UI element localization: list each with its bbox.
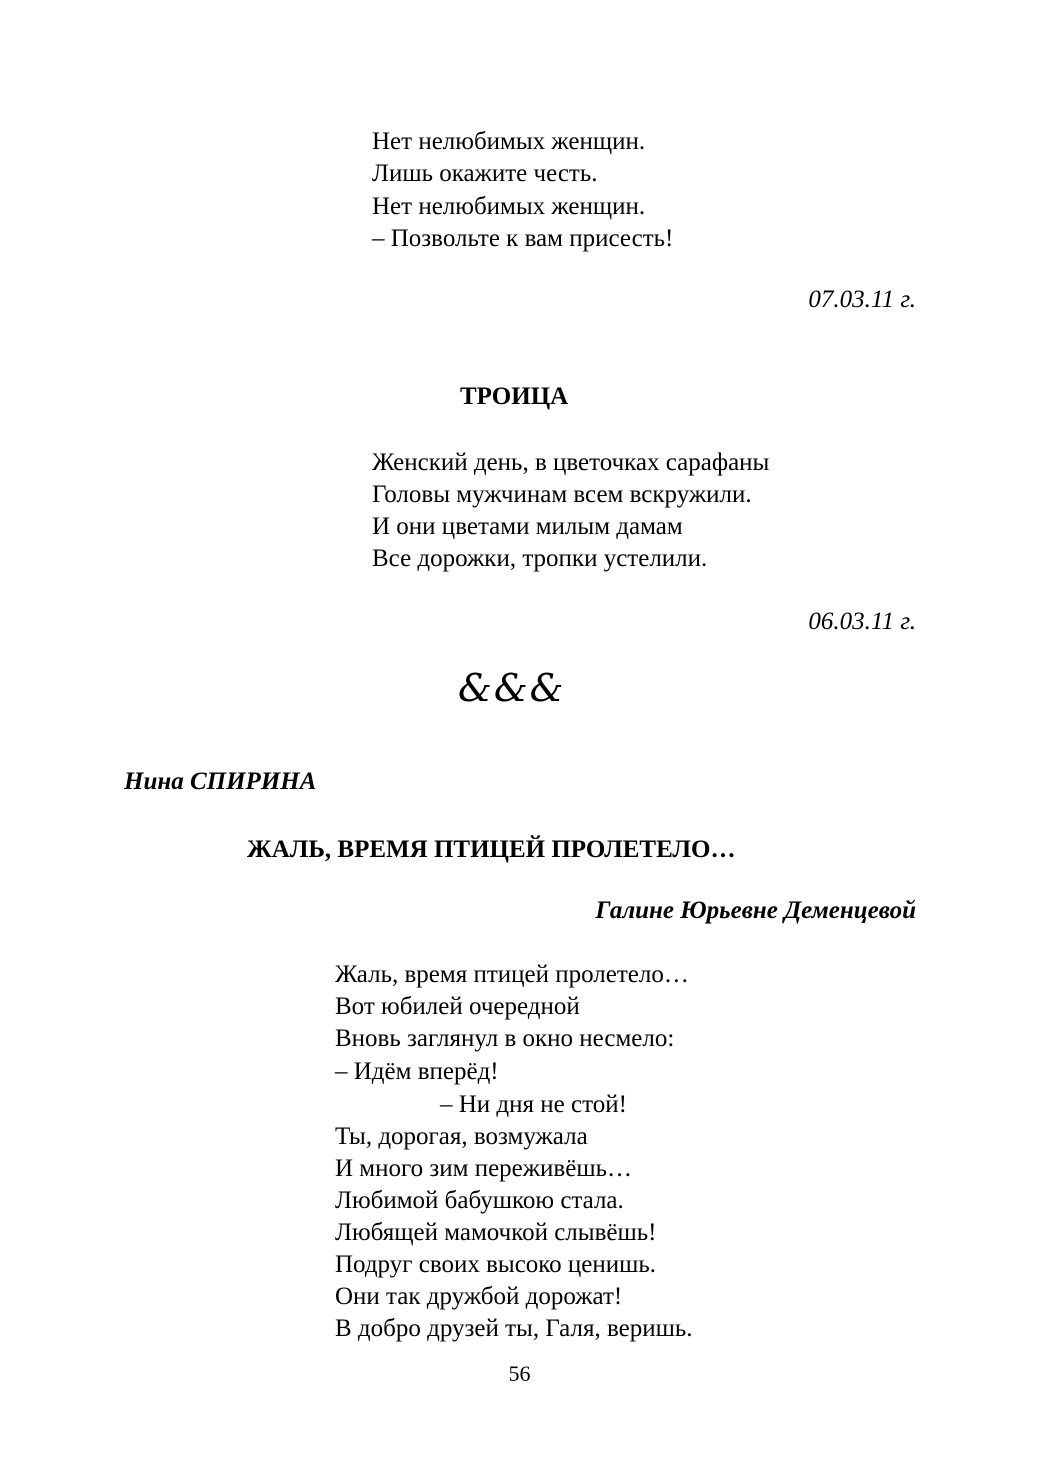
poem-line: Ты, дорогая, возмужала: [335, 1123, 588, 1150]
page-number: 56: [508, 1361, 531, 1386]
poem-line: – Идём вперёд!: [335, 1058, 499, 1085]
section-separator: &&&: [458, 666, 566, 710]
poem-line: Жаль, время птицей пролетело…: [335, 961, 689, 988]
poem-line: Лишь окажите честь.: [372, 160, 598, 187]
poem-line: – Позвольте к вам присесть!: [372, 225, 674, 252]
poem-line: Все дорожки, тропки устелили.: [372, 545, 708, 572]
poem-line: Вновь заглянул в окно несмело:: [335, 1025, 675, 1052]
poem-line: Нет нелюбимых женщин.: [372, 128, 646, 155]
poem-line: В добро друзей ты, Галя, веришь.: [335, 1315, 693, 1342]
poem-line: Головы мужчинам всем вскружили.: [372, 481, 752, 508]
poem-line: Любящей мамочкой слывёшь!: [335, 1219, 657, 1246]
poem-line: Любимой бабушкою стала.: [335, 1187, 624, 1214]
poem-title: ЖАЛЬ, ВРЕМЯ ПТИЦЕЙ ПРОЛЕТЕЛО…: [247, 836, 736, 863]
author-name: Нина СПИРИНА: [124, 768, 317, 795]
poem-dedication: Галине Юрьевне Деменцевой: [595, 897, 916, 924]
poem-date: 06.03.11 г.: [808, 608, 916, 635]
poem-title: ТРОИЦА: [460, 383, 569, 410]
poem-line: И они цветами милым дамам: [372, 513, 683, 540]
poem-line: Подруг своих высоко ценишь.: [335, 1251, 657, 1278]
poem-date: 07.03.11 г.: [808, 286, 916, 313]
poem-line: Они так дружбой дорожат!: [335, 1283, 623, 1310]
poem-line: Женский день, в цветочках сарафаны: [372, 449, 770, 476]
poem-line: Нет нелюбимых женщин.: [372, 193, 646, 220]
poem-line: И много зим переживёшь…: [335, 1155, 632, 1182]
poem-line: Вот юбилей очередной: [335, 993, 580, 1020]
poem-line: – Ни дня не стой!: [440, 1091, 627, 1118]
